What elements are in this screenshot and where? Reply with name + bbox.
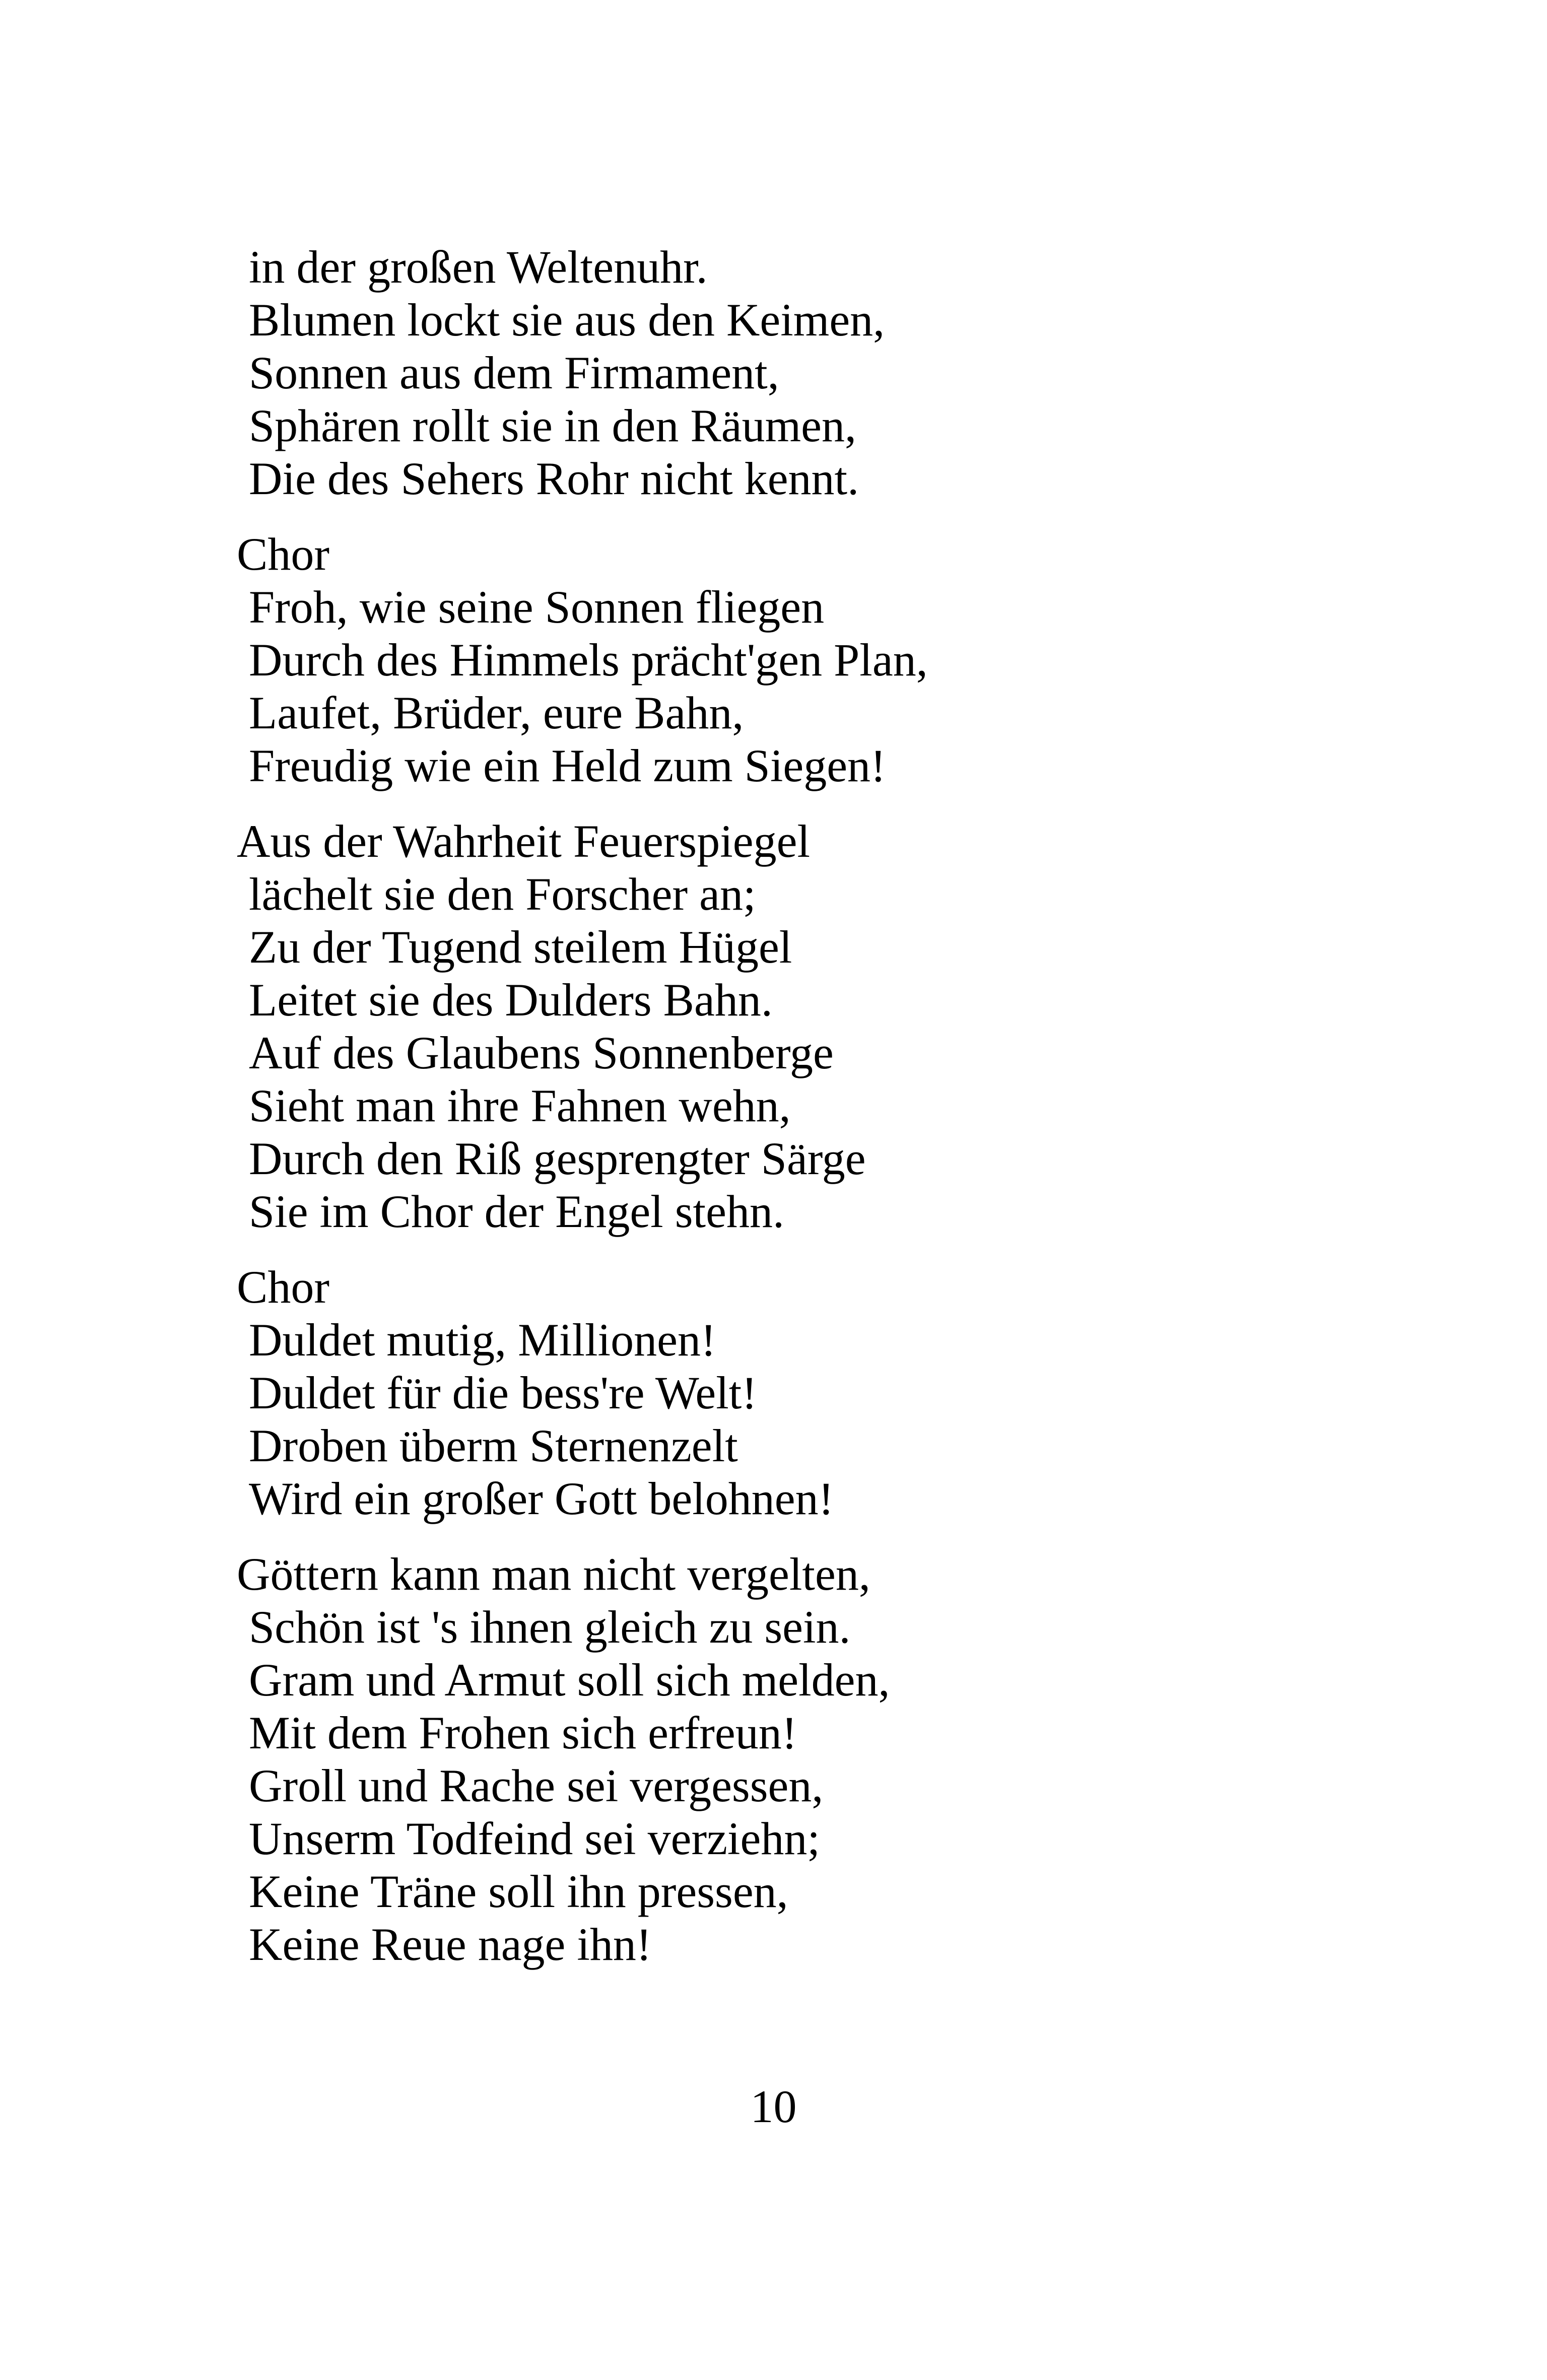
- stanza-3: [237, 1548, 928, 1971]
- verse-line: Sonnen aus dem Firmament,: [249, 347, 779, 398]
- verse-line: Die des Sehers Rohr nicht kennt.: [249, 453, 859, 504]
- verse-line: Wird ein großer Gott belohnen!: [249, 1473, 834, 1524]
- verse-line: lächelt sie den Forscher an;: [249, 868, 756, 920]
- verse-line: Duldet für die bess're Welt!: [249, 1367, 757, 1418]
- verse-line: Gram und Armut soll sich melden,: [249, 1654, 890, 1706]
- page-number: 10: [750, 2081, 797, 2132]
- verse-line: Groll und Rache sei vergessen,: [249, 1760, 824, 1811]
- stanza-1: [237, 241, 928, 505]
- stanza-2: [237, 815, 928, 1238]
- verse-line: Aus der Wahrheit Feuerspiegel: [237, 815, 811, 867]
- verse-line: Froh, wie seine Sonnen fliegen: [249, 581, 825, 633]
- verse-line: Zu der Tugend steilem Hügel: [249, 921, 792, 973]
- poem-text: [237, 241, 928, 1994]
- verse-line: Keine Träne soll ihn pressen,: [249, 1866, 788, 1917]
- verse-line: Sie im Chor der Engel stehn.: [249, 1186, 784, 1237]
- verse-line: Droben überm Sternenzelt: [249, 1420, 738, 1471]
- verse-line: Sphären rollt sie in den Räumen,: [249, 400, 856, 451]
- chorus-label: Chor: [237, 528, 329, 580]
- chorus-label: Chor: [237, 1261, 329, 1313]
- verse-line: Durch des Himmels prächt'gen Plan,: [249, 634, 928, 686]
- verse-line: Sieht man ihre Fahnen wehn,: [249, 1080, 791, 1131]
- chorus-2: [237, 1261, 928, 1525]
- verse-line: Leitet sie des Dulders Bahn.: [249, 974, 773, 1026]
- verse-line: Keine Reue nage ihn!: [249, 1919, 652, 1970]
- verse-line: Schön ist 's ihnen gleich zu sein.: [249, 1601, 851, 1653]
- chorus-1: [237, 528, 928, 792]
- verse-line: Laufet, Brüder, eure Bahn,: [249, 687, 744, 738]
- verse-line: Duldet mutig, Millionen!: [249, 1314, 716, 1366]
- verse-line: Göttern kann man nicht vergelten,: [237, 1548, 870, 1600]
- verse-line: in der großen Weltenuhr.: [249, 241, 708, 293]
- verse-line: Freudig wie ein Held zum Siegen!: [249, 740, 886, 791]
- verse-line: Durch den Riß gesprengter Särge: [249, 1133, 866, 1184]
- verse-line: Unserm Todfeind sei verziehn;: [249, 1813, 820, 1864]
- verse-line: Blumen lockt sie aus den Keimen,: [249, 294, 885, 346]
- verse-line: Auf des Glaubens Sonnenberge: [249, 1027, 834, 1078]
- verse-line: Mit dem Frohen sich erfreun!: [249, 1707, 797, 1758]
